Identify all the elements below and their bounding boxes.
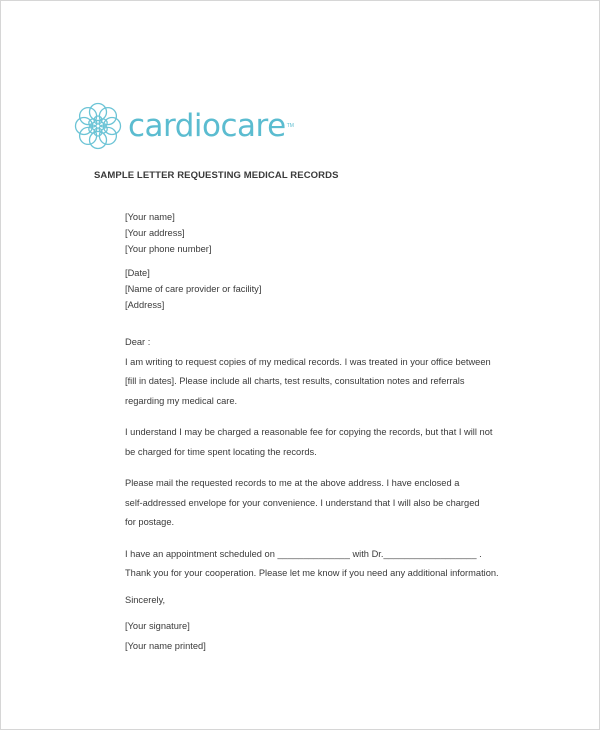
paragraph-line: I have an appointment scheduled on ______________ with Dr.__________________ .: [125, 548, 482, 559]
document-title: SAMPLE LETTER REQUESTING MEDICAL RECORDS: [94, 170, 339, 181]
paragraph-1: [125, 353, 525, 412]
printed-name-line: [Your name printed]: [125, 640, 206, 651]
cardiocare-flower-icon: [73, 101, 123, 151]
brand-name: cardiocare: [128, 107, 286, 144]
recipient-address: [Address]: [125, 300, 165, 310]
sender-phone: [Your phone number]: [125, 244, 212, 254]
paragraph-line: I understand I may be charged a reasonable fee for copying the records, but that I will not: [125, 427, 493, 437]
sender-name: [Your name]: [125, 212, 175, 222]
signature-block: [125, 617, 525, 656]
paragraph-line: regarding my medical care.: [125, 395, 238, 406]
trademark: TM: [286, 123, 294, 129]
sender-block: [125, 209, 525, 257]
closing: Sincerely,: [125, 594, 166, 605]
recipient-name: [Name of care provider or facility]: [125, 284, 262, 294]
recipient-block: [125, 265, 525, 313]
paragraph-4: [125, 545, 525, 584]
signature-line: [Your signature]: [125, 621, 190, 631]
cardiocare-logo: [73, 101, 294, 151]
paragraph-line: Please mail the requested records to me at the above address. I have enclosed a: [125, 478, 460, 488]
paragraph-line: self-addressed envelope for your convenience. I understand that I will also be charged: [125, 497, 480, 508]
paragraph-line: be charged for time spent locating the records.: [125, 446, 317, 457]
paragraph-2: [125, 423, 525, 462]
letter-body: [125, 209, 525, 656]
greeting: Dear :: [125, 337, 151, 347]
logo-petal: [90, 104, 107, 121]
paragraph-line: for postage.: [125, 517, 175, 527]
paragraph-line: Thank you for your cooperation. Please let me know if you need any additional information.: [125, 568, 499, 578]
paragraph-line: [fill in dates]. Please include all charts, test results, consultation notes and referrals: [125, 376, 465, 386]
letter-date: [Date]: [125, 268, 150, 278]
paragraph-line: I am writing to request copies of my medical records. I was treated in your office between: [125, 356, 491, 367]
logo-petal: [90, 132, 107, 149]
paragraph-3: [125, 474, 525, 533]
sender-address: [Your address]: [125, 228, 185, 238]
